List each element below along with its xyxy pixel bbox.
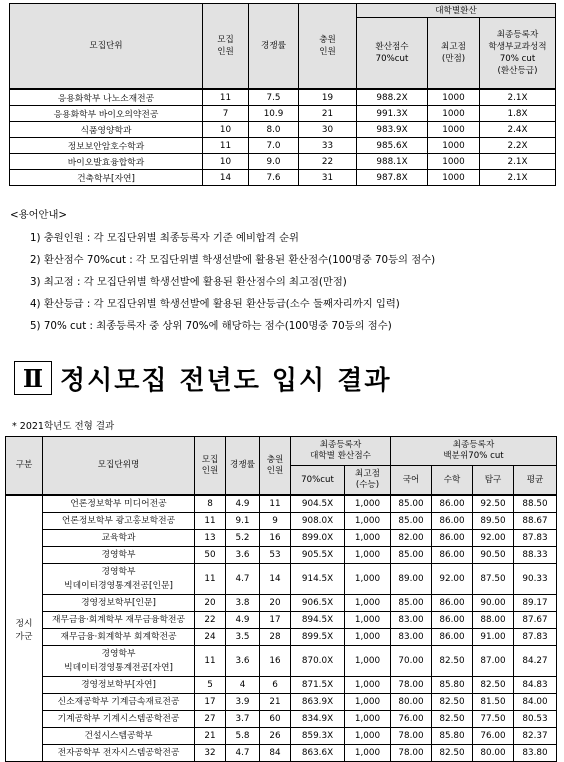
table-cell: 정보보안암호수학과 <box>10 138 203 154</box>
table-cell: 70.00 <box>391 646 432 677</box>
table-cell: 80.00 <box>391 694 432 711</box>
table-cell: 10 <box>203 122 249 138</box>
header-max: 최고점 (만점) <box>428 18 480 90</box>
table-cell: 53 <box>260 547 291 564</box>
header-quota: 모집 인원 <box>203 4 249 90</box>
table-2021-results <box>5 436 557 762</box>
unit-name-cell: 언론정보학부 미디어전공 <box>43 495 195 513</box>
table-cell: 바이오발효융합학과 <box>10 154 203 170</box>
table-cell: 2.1X <box>480 170 556 186</box>
table-row <box>6 612 557 629</box>
table-cell: 80.53 <box>514 711 557 728</box>
table-cell: 908.0X <box>291 513 345 530</box>
table-cell: 86.00 <box>432 495 473 513</box>
table-cell: 85.00 <box>391 595 432 612</box>
table-row <box>6 711 557 728</box>
table-row <box>6 595 557 612</box>
table-cell: 1000 <box>428 122 480 138</box>
table-cell: 21 <box>299 106 357 122</box>
category-cell: 정시 가군 <box>6 495 43 762</box>
table-cell: 84 <box>260 745 291 762</box>
glossary-item: 1) 충원인원 : 각 모집단위별 최종등록자 기준 예비합격 순위 <box>30 232 299 244</box>
table-cell: 1,000 <box>345 646 391 677</box>
table-cell: 82.50 <box>473 677 514 694</box>
header-type: 구분 <box>6 437 43 496</box>
table-cell: 87.83 <box>514 629 557 646</box>
table-cell: 89.00 <box>391 564 432 595</box>
table-cell: 11 <box>203 89 249 106</box>
header-inq: 탐구 <box>473 466 514 496</box>
table-cell: 86.00 <box>432 595 473 612</box>
table-cell: 3.5 <box>226 629 260 646</box>
header-cut: 70%cut <box>291 466 345 496</box>
table-cell: 78.00 <box>391 745 432 762</box>
unit-name-cell: 경영정보학부[인문] <box>43 595 195 612</box>
table-cell: 응용화학부 바이오의약전공 <box>10 106 203 122</box>
table-cell: 983.9X <box>357 122 428 138</box>
table-row <box>6 629 557 646</box>
table-row <box>10 106 556 122</box>
table-cell: 7.6 <box>249 170 299 186</box>
table-cell: 904.5X <box>291 495 345 513</box>
table-cell: 78.00 <box>391 677 432 694</box>
table-cell: 82.50 <box>432 711 473 728</box>
unit-name-cell: 재무금융·회계학부 재무금융학전공 <box>43 612 195 629</box>
table-cell: 식품영양학과 <box>10 122 203 138</box>
table-cell: 85.00 <box>391 513 432 530</box>
table-cell: 7.5 <box>249 89 299 106</box>
table-cell: 2.1X <box>480 154 556 170</box>
table-row <box>6 564 557 595</box>
table-cell: 6 <box>260 677 291 694</box>
table1-body <box>10 89 556 186</box>
table-cell: 16 <box>260 530 291 547</box>
table-cell: 988.2X <box>357 89 428 106</box>
table-cell: 86.00 <box>432 547 473 564</box>
table-cell: 1,000 <box>345 547 391 564</box>
table-cell: 86.00 <box>432 513 473 530</box>
table-cell: 9 <box>260 513 291 530</box>
table-cell: 10 <box>203 154 249 170</box>
table-cell: 87.00 <box>473 646 514 677</box>
table-cell: 90.50 <box>473 547 514 564</box>
table-cell: 83.80 <box>514 745 557 762</box>
table-row <box>10 122 556 138</box>
table-cell: 13 <box>195 530 226 547</box>
table-cell: 11 <box>195 513 226 530</box>
table-cell: 90.33 <box>514 564 557 595</box>
table-cell: 1000 <box>428 138 480 154</box>
table-row <box>10 138 556 154</box>
header-unit: 모집단위명 <box>43 437 195 496</box>
table-cell: 5.2 <box>226 530 260 547</box>
table-cell: 991.3X <box>357 106 428 122</box>
table-cell: 4.9 <box>226 612 260 629</box>
table-cell: 85.80 <box>432 677 473 694</box>
table-cell: 4.9 <box>226 495 260 513</box>
table-cell: 87.50 <box>473 564 514 595</box>
table-cell: 11 <box>195 646 226 677</box>
table-cell: 5 <box>195 677 226 694</box>
table-cell: 85.00 <box>391 547 432 564</box>
table-cell: 83.00 <box>391 629 432 646</box>
table-cell: 33 <box>299 138 357 154</box>
table2-body <box>6 495 557 762</box>
table-cell: 8 <box>195 495 226 513</box>
table-cell: 91.00 <box>473 629 514 646</box>
table-cell: 1000 <box>428 170 480 186</box>
table-cell: 80.00 <box>473 745 514 762</box>
header-unit: 모집단위 <box>10 4 203 90</box>
table-cell: 2.4X <box>480 122 556 138</box>
table-row <box>6 677 557 694</box>
table-cell: 22 <box>299 154 357 170</box>
table-cell: 90.00 <box>473 595 514 612</box>
table-cell: 77.50 <box>473 711 514 728</box>
table-cell: 1,000 <box>345 595 391 612</box>
table-cell: 92.00 <box>473 530 514 547</box>
table-cell: 4.7 <box>226 564 260 595</box>
table-cell: 82.50 <box>432 694 473 711</box>
table-cell: 17 <box>260 612 291 629</box>
table-cell: 1,000 <box>345 564 391 595</box>
table-row <box>6 547 557 564</box>
table-cell: 14 <box>260 564 291 595</box>
table-cell: 85.80 <box>432 728 473 745</box>
unit-name-cell: 경영학부 빅데이터경영통계전공[인문] <box>43 564 195 595</box>
table-cell: 3.7 <box>226 711 260 728</box>
table-cell: 4 <box>226 677 260 694</box>
table-cell: 78.00 <box>391 728 432 745</box>
table-cell: 899.0X <box>291 530 345 547</box>
table-cell: 88.50 <box>514 495 557 513</box>
table-row <box>6 513 557 530</box>
header-avg: 평균 <box>514 466 557 496</box>
table-row <box>6 745 557 762</box>
table-cell: 92.00 <box>432 564 473 595</box>
header-kor: 국어 <box>391 466 432 496</box>
unit-name-cell: 기계공학부 기계시스템공학전공 <box>43 711 195 728</box>
table-cell: 3.6 <box>226 547 260 564</box>
table-cell: 81.50 <box>473 694 514 711</box>
table-cell: 82.50 <box>432 646 473 677</box>
table-cell: 17 <box>195 694 226 711</box>
table-cell: 76.00 <box>391 711 432 728</box>
table-cell: 8.0 <box>249 122 299 138</box>
table-cell: 9.0 <box>249 154 299 170</box>
table-cell: 92.50 <box>473 495 514 513</box>
table-cell: 19 <box>299 89 357 106</box>
table-cell: 3.9 <box>226 694 260 711</box>
table-cell: 1,000 <box>345 612 391 629</box>
table-2022-results <box>9 3 556 186</box>
table-cell: 86.00 <box>432 629 473 646</box>
table-cell: 89.50 <box>473 513 514 530</box>
header-group2: 최종등록자 백분위70% cut <box>391 437 557 466</box>
table-cell: 60 <box>260 711 291 728</box>
table-cell: 2.1X <box>480 89 556 106</box>
table-cell: 985.6X <box>357 138 428 154</box>
glossary-title: <용어안내> <box>10 209 68 221</box>
unit-name-cell: 경영학부 빅데이터경영통계전공[자연] <box>43 646 195 677</box>
unit-name-cell: 교육학과 <box>43 530 195 547</box>
header-max: 최고점 (수능) <box>345 466 391 496</box>
unit-name-cell: 경영학부 <box>43 547 195 564</box>
table-cell: 88.33 <box>514 547 557 564</box>
glossary-item: 5) 70% cut : 최종등록자 중 상위 70%에 해당하는 점수(100명중 70등의 점수) <box>30 320 392 332</box>
table-row <box>10 154 556 170</box>
table-cell: 1,000 <box>345 694 391 711</box>
glossary-item: 2) 환산점수 70%cut : 각 모집단위별 학생선발에 활용된 환산점수(100명중 70등의 점수) <box>30 254 436 266</box>
table-cell: 11 <box>260 495 291 513</box>
table-cell: 906.5X <box>291 595 345 612</box>
table-cell: 20 <box>260 595 291 612</box>
table-cell: 31 <box>299 170 357 186</box>
table-cell: 16 <box>260 646 291 677</box>
table-cell: 1,000 <box>345 745 391 762</box>
unit-name-cell: 경영정보학부[자연] <box>43 677 195 694</box>
unit-name-cell: 건설시스템공학부 <box>43 728 195 745</box>
unit-name-cell: 신소재공학부 기계금속재료전공 <box>43 694 195 711</box>
table-cell: 14 <box>203 170 249 186</box>
table-cell: 870.0X <box>291 646 345 677</box>
table-cell: 7 <box>203 106 249 122</box>
header-charge: 충원 인원 <box>299 4 357 90</box>
table-cell: 1,000 <box>345 711 391 728</box>
table-cell: 834.9X <box>291 711 345 728</box>
table-cell: 32 <box>195 745 226 762</box>
table-cell: 88.67 <box>514 513 557 530</box>
unit-name-cell: 전자공학부 전자시스템공학전공 <box>43 745 195 762</box>
header-group1: 최종등록자 대학별 환산점수 <box>291 437 391 466</box>
table-cell: 27 <box>195 711 226 728</box>
table-cell: 863.6X <box>291 745 345 762</box>
table-cell: 894.5X <box>291 612 345 629</box>
table-cell: 4.7 <box>226 745 260 762</box>
table-cell: 86.00 <box>432 612 473 629</box>
section-heading <box>14 358 391 398</box>
table-cell: 1000 <box>428 154 480 170</box>
unit-name-cell: 재무금융·회계학부 회계학전공 <box>43 629 195 646</box>
table-row <box>6 694 557 711</box>
header-score: 환산점수 70%cut <box>357 18 428 90</box>
table-row <box>10 170 556 186</box>
unit-name-cell: 언론정보학부 광고홍보학전공 <box>43 513 195 530</box>
table-cell: 76.00 <box>473 728 514 745</box>
table-cell: 1000 <box>428 89 480 106</box>
table-cell: 건축학부[자연] <box>10 170 203 186</box>
table-cell: 84.83 <box>514 677 557 694</box>
table-cell: 1,000 <box>345 728 391 745</box>
table-cell: 3.6 <box>226 646 260 677</box>
table-cell: 응용화학부 나노소재전공 <box>10 89 203 106</box>
table-cell: 28 <box>260 629 291 646</box>
table-cell: 24 <box>195 629 226 646</box>
table-cell: 905.5X <box>291 547 345 564</box>
table-cell: 899.5X <box>291 629 345 646</box>
table-cell: 83.00 <box>391 612 432 629</box>
table-row <box>6 530 557 547</box>
header-quota: 모집 인원 <box>195 437 226 496</box>
glossary-item: 3) 최고점 : 각 모집단위별 학생선발에 활용된 환산점수의 최고점(만점) <box>30 276 347 288</box>
section-title: 정시모집 전년도 입시 결과 <box>60 365 392 396</box>
table-row <box>10 89 556 106</box>
section-numeral: Ⅱ <box>14 361 52 395</box>
table-cell: 84.00 <box>514 694 557 711</box>
table-cell: 1000 <box>428 106 480 122</box>
table-cell: 21 <box>195 728 226 745</box>
table-cell: 859.3X <box>291 728 345 745</box>
table-cell: 2.2X <box>480 138 556 154</box>
table-cell: 82.50 <box>432 745 473 762</box>
table-cell: 1,000 <box>345 677 391 694</box>
header-charge: 충원 인원 <box>260 437 291 496</box>
table-row <box>6 495 557 513</box>
table-cell: 3.8 <box>226 595 260 612</box>
table2-caption: * 2021학년도 전형 결과 <box>12 421 115 432</box>
table-cell: 871.5X <box>291 677 345 694</box>
table-cell: 914.5X <box>291 564 345 595</box>
table-cell: 82.00 <box>391 530 432 547</box>
table-cell: 84.27 <box>514 646 557 677</box>
table-cell: 863.9X <box>291 694 345 711</box>
table-cell: 86.00 <box>432 530 473 547</box>
header-group: 대학별환산 <box>357 4 556 18</box>
table-cell: 1,000 <box>345 513 391 530</box>
table-cell: 89.17 <box>514 595 557 612</box>
header-math: 수학 <box>432 466 473 496</box>
table-cell: 1,000 <box>345 530 391 547</box>
table-cell: 21 <box>260 694 291 711</box>
table-cell: 87.67 <box>514 612 557 629</box>
table-cell: 987.8X <box>357 170 428 186</box>
table-cell: 30 <box>299 122 357 138</box>
glossary-item: 4) 환산등급 : 각 모집단위별 학생선발에 활용된 환산등급(소수 둘째자리까지 입력) <box>30 298 400 310</box>
table-cell: 22 <box>195 612 226 629</box>
header-ratio: 경쟁률 <box>249 4 299 90</box>
table-cell: 5.8 <box>226 728 260 745</box>
table-cell: 87.83 <box>514 530 557 547</box>
table-cell: 7.0 <box>249 138 299 154</box>
header-ratio: 경쟁률 <box>226 437 260 496</box>
table-cell: 1,000 <box>345 495 391 513</box>
table-cell: 988.1X <box>357 154 428 170</box>
header-grade: 최종등록자 학생부교과성적 70% cut (환산등급) <box>480 18 556 90</box>
table-cell: 10.9 <box>249 106 299 122</box>
table-cell: 88.00 <box>473 612 514 629</box>
table-cell: 1.8X <box>480 106 556 122</box>
table-cell: 11 <box>195 564 226 595</box>
table-cell: 1,000 <box>345 629 391 646</box>
glossary <box>10 206 560 339</box>
table-cell: 50 <box>195 547 226 564</box>
table-row <box>6 646 557 677</box>
table-cell: 20 <box>195 595 226 612</box>
table-row <box>6 728 557 745</box>
table-cell: 9.1 <box>226 513 260 530</box>
table-cell: 26 <box>260 728 291 745</box>
table-cell: 82.37 <box>514 728 557 745</box>
table-cell: 11 <box>203 138 249 154</box>
table-cell: 85.00 <box>391 495 432 513</box>
